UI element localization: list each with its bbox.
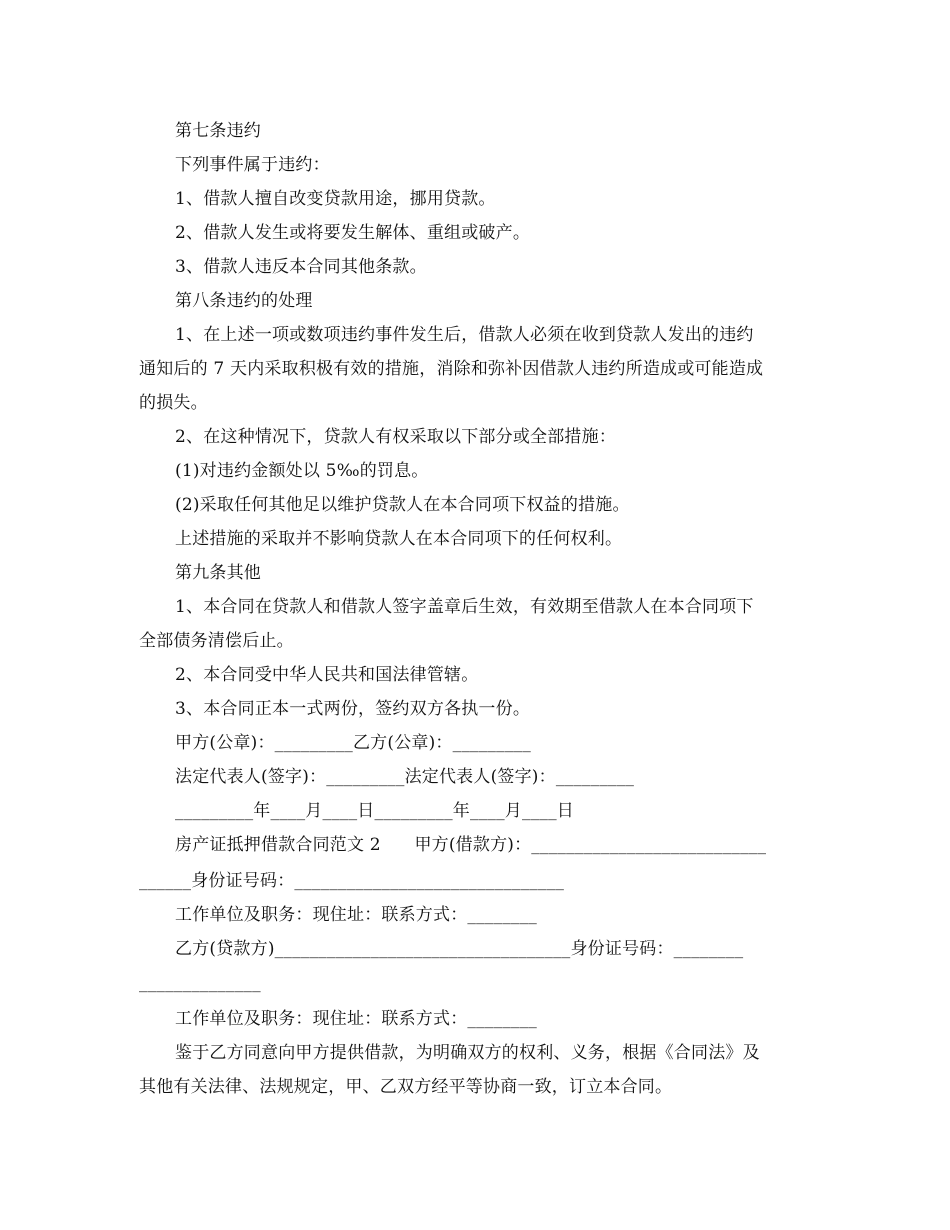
list-item: 3、本合同正本一式两份，签约双方各执一份。 [175, 699, 531, 719]
paragraph-continuation: 全部债务清偿后止。 [139, 631, 294, 651]
contact-line: 工作单位及职务：现住址：联系方式：________ [175, 1009, 537, 1029]
article-9-heading: 第九条其他 [175, 563, 261, 583]
list-item: 3、借款人违反本合同其他条款。 [175, 257, 427, 277]
list-item: (1)对违约金额处以 5‰的罚息。 [175, 461, 429, 481]
list-item: 2、借款人发生或将要发生解体、重组或破产。 [175, 223, 531, 243]
paragraph-continuation: 的损失。 [139, 393, 208, 413]
article-8-heading: 第八条违约的处理 [175, 291, 313, 311]
signature-line: 法定代表人(签字)：_________法定代表人(签字)：_________ [175, 767, 635, 787]
paragraph: 1、在上述一项或数项违约事件发生后，借款人必须在收到贷款人发出的违约 [175, 325, 754, 345]
contract-title-line: 房产证抵押借款合同范文 2 甲方(借款方)：___________________________ [175, 835, 767, 855]
date-line: _________年____月____日_________年____月____日 [175, 801, 574, 821]
paragraph: 上述措施的采取并不影响贷款人在本合同项下的任何权利。 [175, 529, 623, 549]
list-item: 2、本合同受中华人民共和国法律管辖。 [175, 665, 479, 685]
paragraph-continuation: 通知后的 7 天内采取积极有效的措施，消除和弥补因借款人违约所造成或可能造成 [139, 359, 764, 379]
paragraph: 1、本合同在贷款人和借款人签字盖章后生效，有效期至借款人在本合同项下 [175, 597, 754, 617]
paragraph: 2、在这种情况下，贷款人有权采取以下部分或全部措施： [175, 427, 617, 447]
contact-line: 工作单位及职务：现住址：联系方式：________ [175, 905, 537, 925]
signature-line: 甲方(公章)：_________乙方(公章)：_________ [175, 733, 531, 753]
paragraph: 鉴于乙方同意向甲方提供借款，为明确双方的权利、义务，根据《合同法》及 [175, 1043, 760, 1063]
blank-line: ______________ [139, 973, 261, 993]
article-7-heading: 第七条违约 [175, 121, 261, 141]
paragraph-continuation: 其他有关法律、法规规定，甲、乙双方经平等协商一致，订立本合同。 [139, 1077, 673, 1097]
list-item: 1、借款人擅自改变贷款用途，挪用贷款。 [175, 189, 496, 209]
id-number-line: ______身份证号码：_______________________________ [139, 871, 565, 891]
lender-line: 乙方(贷款方)__________________________________身份证号码：________ [175, 939, 744, 959]
list-item: (2)采取任何其他足以维护贷款人在本合同项下权益的措施。 [175, 495, 630, 515]
paragraph: 下列事件属于违约： [175, 155, 330, 175]
